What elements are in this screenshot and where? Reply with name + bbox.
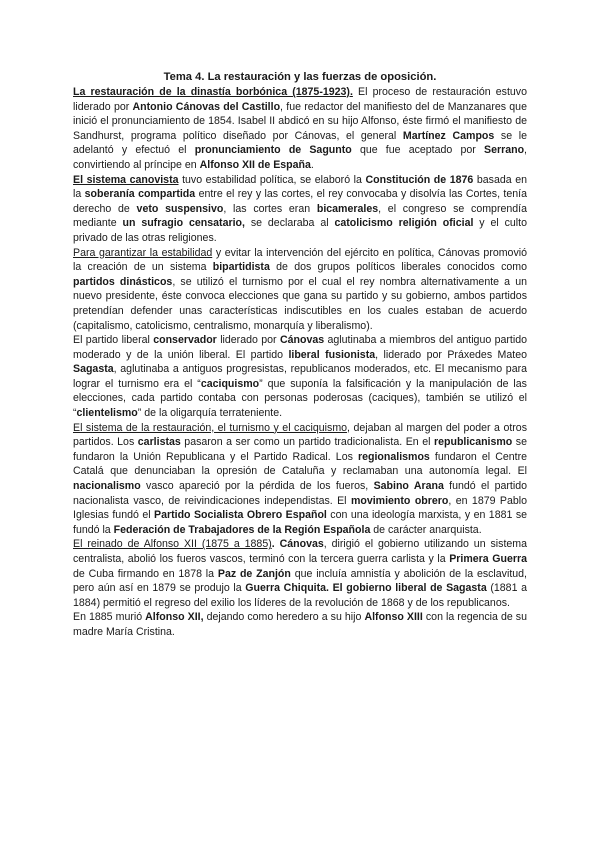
bold-run: veto suspensivo [136,202,224,215]
bold-run: clientelismo [76,407,138,420]
bold-run: Alfonso XII, [145,611,204,624]
paragraph-muerte-alfonso-xii [73,610,527,639]
text-run: basada en la [73,173,527,201]
bold-run: Alfonso XIII [364,611,423,624]
bold-run: liberal fusionista [288,348,376,361]
text-run: y evitar la intervención del ejército en política, Cánovas promovió la creación de un sistema [73,246,527,274]
text-run: , dejaban al margen del poder a otros partidos. Los [73,421,527,449]
paragraph-partidos [73,333,527,421]
paragraph-restauracion [73,85,527,173]
bold-run: un sufragio censatario, [122,217,245,230]
bold-run: Alfonso XII de España [199,158,311,171]
text-run: , se utilizó el turnismo por el cual el rey nombra alternativamente a un nuevo presidente, éste convoca elecciones que gana su partido y su gobierno, ambos partidos pretendían defender unas características indiscutibles en los cuales estaban de acuerdo (capitalismo, catolicismo, centralismo, monarquía y liberalismo). [73,275,527,332]
bold-run: Sabino Arana [373,480,444,493]
text-run: dejando como heredero a su hijo [203,611,365,624]
text-run: , liderado por Práxedes Mateo [375,348,527,361]
text-run: tuvo estabilidad política, se elaboró la [178,173,366,186]
text-run: que incluía amnistía y abolición de la esclavitud, pero aún así en 1879 se produjo la [73,567,527,595]
text-run: se declaraba al [244,217,335,230]
text-run: liderado por [216,334,280,347]
text-run: . [310,158,314,171]
bold-run: catolicismo religión oficial [334,217,474,230]
paragraph-estabilidad [73,246,527,334]
text-run: vasco apareció por la pérdida de los fueros, [140,480,374,493]
text-run: fundaron el Centre Catalá que denunciaban la opresión de Cataluña y reclamaban una autonomía legal. El [73,450,527,478]
bold-run: regionalismos [358,450,430,463]
bold-run: caciquismo [200,377,260,390]
text-run: ” que suponía la falsificación y la manipulación de las elecciones, cada partido contaba con personas poderosas (caciques), también se utilizó el “ [73,377,527,420]
text-run: y el culto privado de las otras religiones. [73,217,527,244]
paragraph-sistema-canovista [73,173,527,246]
bold-run: Serrano [484,144,525,157]
text-run: , dirigió el gobierno utilizando un sistema centralista, abolió los fueros vascos, terminó con la tercera guerra carlista y la [73,538,527,565]
text-run: con una ideología marxista, y en 1881 se fundó la [73,509,528,536]
text-run: de Cuba firmando en 1878 la [73,567,218,580]
bold-run: pronunciamiento de Sagunto [194,144,352,157]
heading-sistema-canovista: El sistema canovista [73,173,179,186]
text-run: . [271,538,280,551]
text-run: entre el rey y las cortes, el rey convocaba y disolvía las Cortes, tenía derecho de [73,188,527,215]
bold-run: Constitución de 1876 [365,173,474,186]
document-title: Tema 4. La restauración y las fuerzas de oposición. [163,71,437,83]
text-run: que fue aceptado por [351,144,484,157]
bold-run: carlistas [137,436,181,449]
text-run: de carácter anarquista. [370,523,482,536]
text-run: se le adelantó y efectuó el [73,129,527,157]
paragraph-reinado-alfonso-xii [73,537,527,610]
text-run: se fundaron la Unión Republicana y el Partido Radical. Los [73,436,527,463]
bold-run: Federación de Trabajadores de la Región Española [113,523,371,536]
text-run: (1881 a 1884) permitió el regreso del exilio los líderes de la revolución de 1868 y de los republicanos. [73,582,527,609]
underlined-run: Para garantizar la estabilidad [73,246,213,259]
bold-run: soberanía compartida [84,188,196,201]
bold-run: movimiento obrero [350,494,449,507]
text-run: con la regencia de su madre María Cristina. [73,611,527,638]
document-page [73,70,527,640]
text-run: aglutinaba a miembros del antiguo partido moderado y de la unión liberal. El partido [73,334,527,361]
bold-run: nacionalismo [73,480,141,493]
bold-run: bipartidista [212,261,270,274]
bold-run: Cánovas [279,334,325,347]
text-run: , convirtiendo al príncipe en [73,144,527,171]
underlined-run: El reinado de Alfonso XII (1875 a 1885) [73,538,272,551]
heading-restauracion: La restauración de la dinastía borbónica (1875-1923). [73,86,353,98]
underlined-run: El sistema de la restauración, el turnismo y el caciquismo [73,421,348,434]
bold-run: Guerra Chiquita. El gobierno liberal de Sagasta [245,582,487,595]
bold-run: Martínez Campos [402,129,495,142]
text-run: , fue redactor del manifiesto del de Manzanares que inició el pronunciamiento de 1854. Isabel II abdicó en su hijo Alfonso, éste firmó el manifiesto de Sandhurst, programa político diseñado por Cánovas, el general [73,100,527,142]
bold-run: Partido Socialista Obrero Español [154,509,327,522]
text-run: El partido liberal [73,334,154,347]
text-run: , el congreso se comprendía mediante [73,202,527,230]
text-run: fundó el partido nacionalista vasco, de reivindicaciones independistas. El [73,480,527,507]
text-run: , aglutinaba a antiguos progresistas, republicanos moderados, etc. El mecanismo para lograr el turnismo era el “ [73,363,527,390]
text-run: ” de la oligarquía terrateniente. [137,407,283,420]
text-run: , en 1879 Pablo Iglesias fundó el [73,494,528,522]
bold-run: conservador [153,334,217,347]
text-run: El proceso de restauración estuvo liderado por [73,86,527,113]
text-run: , las cortes eran [223,202,317,215]
bold-run: Primera Guerra [449,553,527,565]
bold-run: bicamerales [316,202,379,215]
bold-run: Sagasta [73,363,114,376]
bold-run: Cánovas [279,538,324,551]
text-run: En 1885 murió [73,611,146,624]
bold-run: Paz de Zanjón [217,567,291,580]
bold-run: republicanismo [433,436,513,449]
paragraph-oposicion [73,421,527,538]
text-run: pasaron a ser como un partido tradicionalista. En el [180,436,434,449]
bold-run: Antonio Cánovas del Castillo [132,100,281,113]
text-run: de dos grupos políticos liberales conocidos como [269,261,527,274]
bold-run: partidos dinásticos [73,275,173,288]
